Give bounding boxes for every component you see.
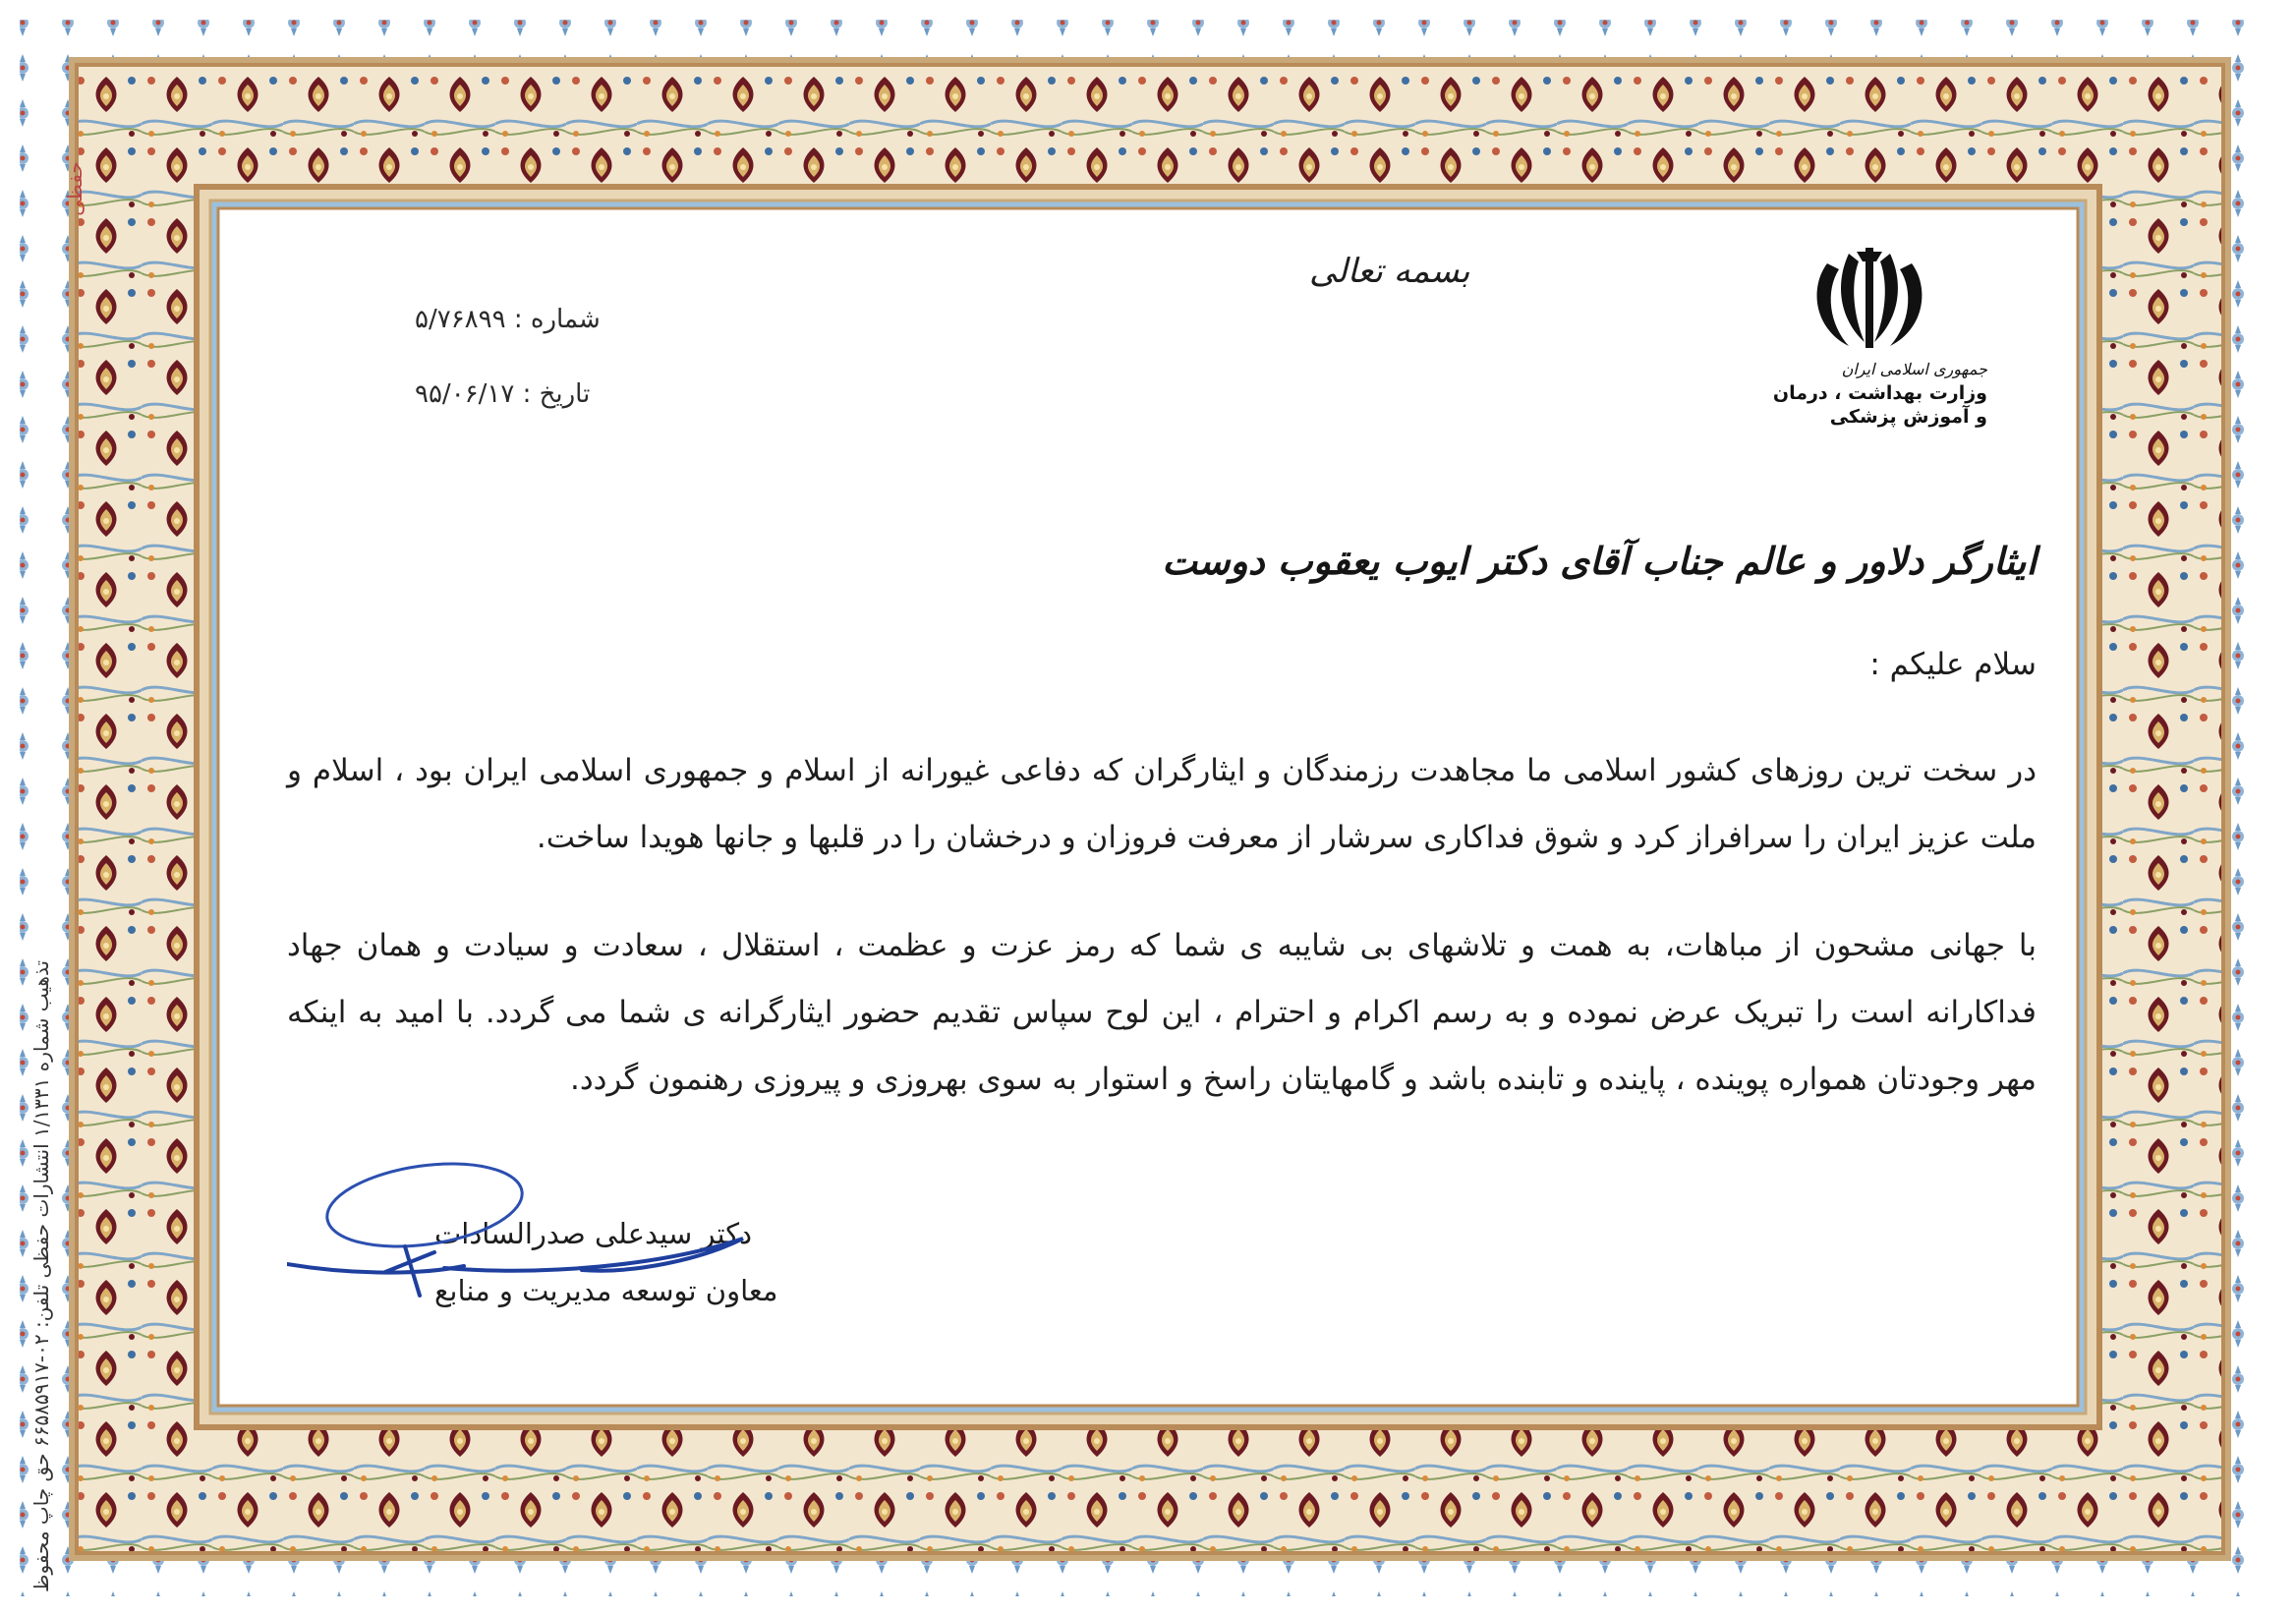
letter-number: [415, 305, 601, 334]
publisher-side-print: تذهیب شماره ۱/۱۳۳۱ انتشارات حفظی تلفن: ۰۲-۶۶۵۸۵۹۱۷ حق چاپ محفوظ: [29, 959, 53, 1592]
logo-ministry-2: و آموزش پزشکی: [1829, 406, 1987, 428]
handwritten-signature-icon: [287, 1158, 759, 1305]
body-paragraph-2: با جهانی مشحون از مباهات، به همت و تلاشهای بی شایبه ی شما که رمز عزت و عظمت ، استقلال ، سعادت و سیادت و همان جهاد فداکارانه است را تبریک عرض نموده و به رسم اکرام و احترام ، این لوح سپاس تقدیم حضور ایثارگرانه ی شما می گردد. با امید به اینکه مهر وجودتان همواره پوینده ، پاینده و تابنده باشد و گامهایتان راسخ و استوار به سوی بهروزی و پیروزی رهنمون گردد.: [287, 928, 2037, 1097]
signatory-name: دکتر سیدعلی صدرالسادات: [434, 1217, 752, 1250]
letter-number-label: شماره :: [513, 305, 601, 334]
greeting: سلام علیکم :: [1869, 647, 2037, 682]
letter-date-value: ۹۵/۰۶/۱۷: [415, 379, 515, 409]
letter-date-label: تاریخ :: [522, 379, 591, 409]
invocation: بسمه تعالی: [1309, 252, 1470, 291]
certificate-content: [228, 224, 2066, 1382]
letter-date: [415, 379, 590, 409]
signatory-title: معاون توسعه مدیریت و منابع: [434, 1274, 778, 1307]
body-paragraph-1: در سخت ترین روزهای کشور اسلامی ما مجاهدت رزمندگان و ایثارگران که دفاعی غیورانه از اسلام و جمهوری اسلامی ایران بود ، اسلام و ملت عزیز ایران را سرافراز کرد و شوق فداکاری سرشار از معرفت فروزان و درخشان را در قلبها و جانها هویدا ساخت.: [287, 753, 2037, 855]
publisher-mark: حفظی: [62, 161, 86, 216]
iran-emblem-icon: [1806, 244, 1933, 358]
logo-ministry-1: وزارت بهداشت ، درمان: [1772, 382, 1987, 404]
ministry-logo: [1751, 244, 1987, 429]
letter-number-value: ۵/۷۶۸۹۹: [415, 305, 506, 334]
addressee: ایثارگر دلاور و عالم جناب آقای دکتر ایوب یعقوب دوست: [1162, 539, 2037, 583]
logo-country: جمهوری اسلامی ایران: [1841, 360, 1987, 378]
